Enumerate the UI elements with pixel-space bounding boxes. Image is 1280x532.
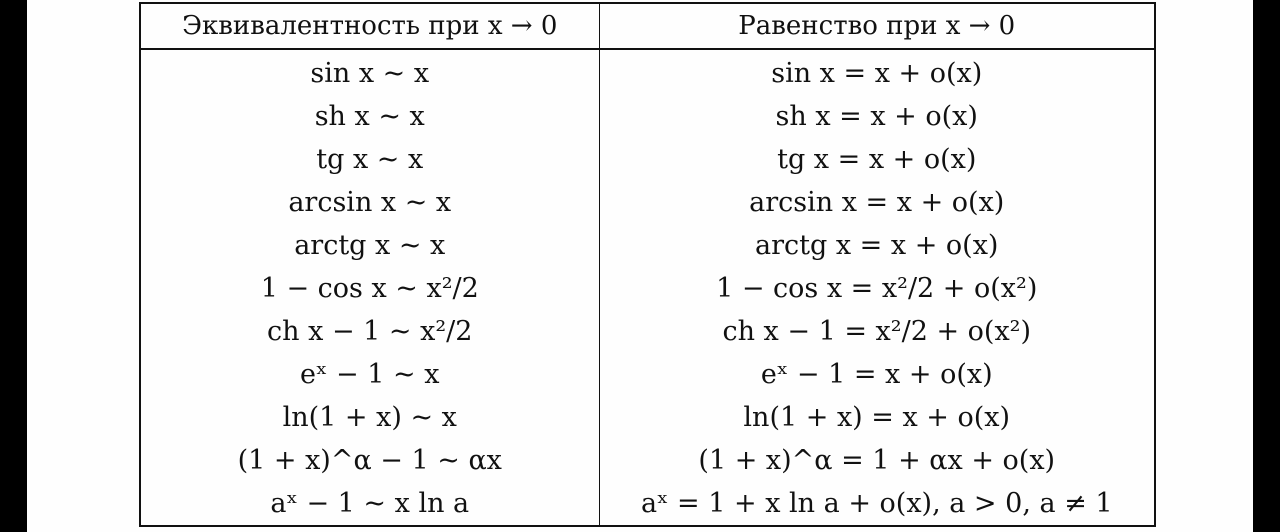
equivalence-cell: arcsin x ~ x — [140, 181, 599, 224]
equivalence-cell: ch x − 1 ~ x²/2 — [140, 310, 599, 353]
equality-cell: ch x − 1 = x²/2 + o(x²) — [722, 316, 1032, 347]
equivalence-cell: ln(1 + x) ~ x — [140, 396, 599, 439]
equality-cell: arcsin x = x + o(x) — [749, 187, 1005, 218]
equivalence-cell: sh x ~ x — [140, 95, 599, 138]
table-row — [140, 310, 1155, 353]
table-row — [140, 482, 1155, 526]
equality-cell: eˣ − 1 = x + o(x) — [760, 359, 993, 390]
table-row — [140, 49, 1155, 95]
asymptotic-equivalence-table — [139, 2, 1156, 527]
table-row — [140, 95, 1155, 138]
equality-cell: sin x = x + o(x) — [771, 58, 983, 89]
table-row — [140, 224, 1155, 267]
equality-cell: sh x = x + o(x) — [775, 101, 978, 132]
equivalence-cell: aˣ − 1 ~ x ln a — [140, 482, 599, 526]
equivalence-cell: tg x ~ x — [140, 138, 599, 181]
table-row — [140, 353, 1155, 396]
equality-cell: aˣ = 1 + x ln a + o(x), a > 0, a ≠ 1 — [640, 488, 1113, 519]
equality-cell: (1 + x)^α = 1 + αx + o(x) — [698, 445, 1056, 476]
equivalence-cell: sin x ~ x — [140, 49, 599, 95]
header-row — [140, 3, 1155, 49]
equivalence-cell: eˣ − 1 ~ x — [140, 353, 599, 396]
equivalence-cell: 1 − cos x ~ x²/2 — [140, 267, 599, 310]
table-row — [140, 267, 1155, 310]
equivalence-cell: arctg x ~ x — [140, 224, 599, 267]
table-row — [140, 396, 1155, 439]
equality-cell: ln(1 + x) = x + o(x) — [743, 402, 1011, 433]
table-row — [140, 138, 1155, 181]
table-row — [140, 181, 1155, 224]
header-equivalence: Эквивалентность при x → 0 — [140, 3, 599, 49]
table-row — [140, 439, 1155, 482]
header-equality: Равенство при x → 0 — [599, 3, 1155, 49]
equivalence-cell: (1 + x)^α − 1 ~ αx — [140, 439, 599, 482]
equality-cell: arctg x = x + o(x) — [755, 230, 999, 261]
equality-cell: 1 − cos x = x²/2 + o(x²) — [716, 273, 1038, 304]
equality-cell: tg x = x + o(x) — [777, 144, 977, 175]
